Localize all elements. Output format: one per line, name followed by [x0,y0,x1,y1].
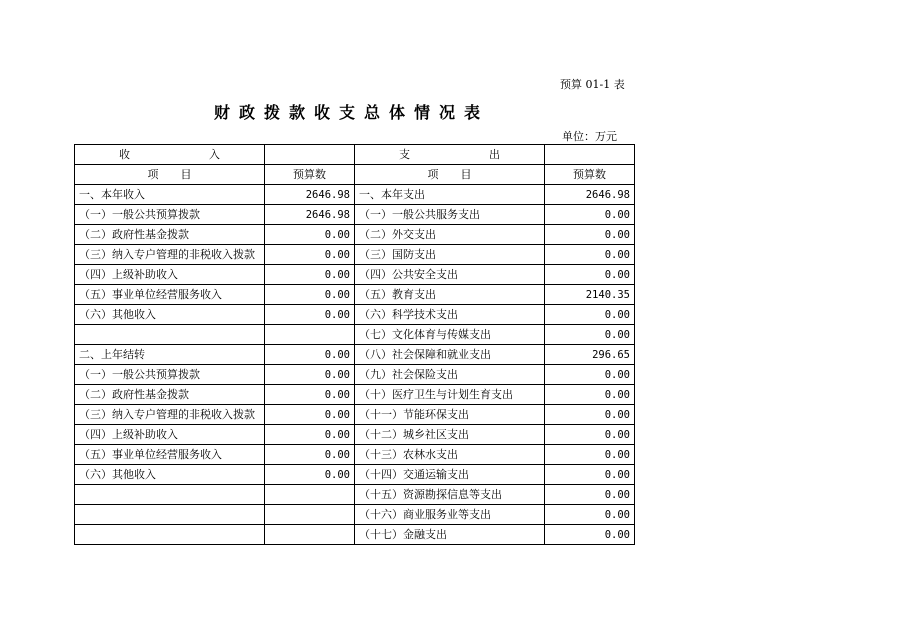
expense-item-cell: 一、本年支出 [355,185,545,205]
expense-budget-cell: 0.00 [545,365,635,385]
table-row [75,425,635,445]
expense-budget-cell: 0.00 [545,525,635,545]
expense-budget-cell: 0.00 [545,465,635,485]
income-header-char-2: 入 [209,147,220,161]
expense-budget-cell: 0.00 [545,265,635,285]
table-row [75,365,635,385]
expense-item-cell: （十一）节能环保支出 [355,405,545,425]
expense-item-cell: （一）一般公共服务支出 [355,205,545,225]
expense-budget-header: 预算数 [545,165,635,185]
expense-budget-cell: 0.00 [545,485,635,505]
unit-label: 单位：万元 [562,130,617,143]
income-budget-cell: 2646.98 [265,205,355,225]
table-row [75,465,635,485]
income-item-cell: （六）其他收入 [75,465,265,485]
table-row [75,285,635,305]
table-row [75,485,635,505]
page-title: 财政拨款收支总体情况表 [214,103,490,122]
income-budget-cell: 0.00 [265,265,355,285]
expense-item-cell: （十六）商业服务业等支出 [355,505,545,525]
table-code: 预算 01-1 表 [560,78,625,91]
income-item-cell: （五）事业单位经营服务收入 [75,445,265,465]
income-budget-cell: 0.00 [265,385,355,405]
expense-item-cell: （七）文化体育与传媒支出 [355,325,545,345]
budget-table-body [75,145,635,545]
income-budget-cell: 0.00 [265,225,355,245]
income-budget-cell: 2646.98 [265,185,355,205]
table-row [75,405,635,425]
table-row [75,305,635,325]
expense-budget-cell: 2140.35 [545,285,635,305]
expense-item-cell: （十四）交通运输支出 [355,465,545,485]
income-item-header: 项 目 [75,165,265,185]
column-header-row [75,165,635,185]
table-row [75,225,635,245]
income-item-cell: （四）上级补助收入 [75,425,265,445]
expense-header-char-2: 出 [489,147,500,161]
table-row [75,345,635,365]
table-row [75,325,635,345]
table-row [75,245,635,265]
income-budget-cell: 0.00 [265,305,355,325]
expense-budget-cell: 0.00 [545,245,635,265]
income-item-cell: （三）纳入专户管理的非税收入拨款 [75,405,265,425]
table-row [75,505,635,525]
table-row [75,265,635,285]
expense-budget-cell: 2646.98 [545,185,635,205]
expense-budget-cell: 0.00 [545,425,635,445]
expense-budget-cell: 0.00 [545,225,635,245]
expense-budget-cell: 296.65 [545,345,635,365]
income-item-cell [75,505,265,525]
income-item-cell: （一）一般公共预算拨款 [75,205,265,225]
expense-item-cell: （五）教育支出 [355,285,545,305]
income-budget-cell: 0.00 [265,445,355,465]
table-row [75,185,635,205]
expense-item-cell: （六）科学技术支出 [355,305,545,325]
income-item-cell [75,485,265,505]
income-budget-cell: 0.00 [265,345,355,365]
expense-budget-cell: 0.00 [545,445,635,465]
expense-item-cell: （十）医疗卫生与计划生育支出 [355,385,545,405]
expense-item-cell: （二）外交支出 [355,225,545,245]
expense-item-cell: （三）国防支出 [355,245,545,265]
budget-table [74,144,635,545]
expense-budget-cell: 0.00 [545,325,635,345]
income-budget-cell: 0.00 [265,285,355,305]
income-item-cell: （三）纳入专户管理的非税收入拨款 [75,245,265,265]
table-row [75,205,635,225]
income-budget-cell: 0.00 [265,405,355,425]
expense-item-header: 项 目 [355,165,545,185]
expense-budget-cell: 0.00 [545,405,635,425]
income-item-cell: 一、本年收入 [75,185,265,205]
table-row [75,385,635,405]
income-budget-cell: 0.00 [265,425,355,445]
table-row [75,525,635,545]
income-item-cell: 二、上年结转 [75,345,265,365]
expense-budget-cell: 0.00 [545,305,635,325]
expense-item-cell: （十三）农林水支出 [355,445,545,465]
expense-item-cell: （十七）金融支出 [355,525,545,545]
income-header-char-1: 收 [119,147,130,161]
expense-item-cell: （九）社会保险支出 [355,365,545,385]
income-budget-cell [265,485,355,505]
income-item-cell [75,525,265,545]
income-item-cell: （二）政府性基金拨款 [75,385,265,405]
income-item-cell [75,325,265,345]
section-header-row [75,145,635,165]
income-budget-cell [265,505,355,525]
income-header-blank [265,145,355,165]
expense-item-cell: （十五）资源勘探信息等支出 [355,485,545,505]
expense-header-char-1: 支 [399,147,410,161]
income-item-cell: （六）其他收入 [75,305,265,325]
table-row [75,445,635,465]
expense-budget-cell: 0.00 [545,205,635,225]
expense-budget-cell: 0.00 [545,505,635,525]
income-budget-cell: 0.00 [265,365,355,385]
income-item-cell: （二）政府性基金拨款 [75,225,265,245]
income-item-cell: （四）上级补助收入 [75,265,265,285]
income-budget-cell: 0.00 [265,465,355,485]
income-budget-cell [265,525,355,545]
income-budget-header: 预算数 [265,165,355,185]
income-item-cell: （五）事业单位经营服务收入 [75,285,265,305]
expense-budget-cell: 0.00 [545,385,635,405]
expense-item-cell: （八）社会保障和就业支出 [355,345,545,365]
income-budget-cell: 0.00 [265,245,355,265]
income-budget-cell [265,325,355,345]
expense-header-cell [355,145,545,165]
income-item-cell: （一）一般公共预算拨款 [75,365,265,385]
income-header-cell [75,145,265,165]
expense-item-cell: （四）公共安全支出 [355,265,545,285]
expense-item-cell: （十二）城乡社区支出 [355,425,545,445]
expense-header-blank [545,145,635,165]
